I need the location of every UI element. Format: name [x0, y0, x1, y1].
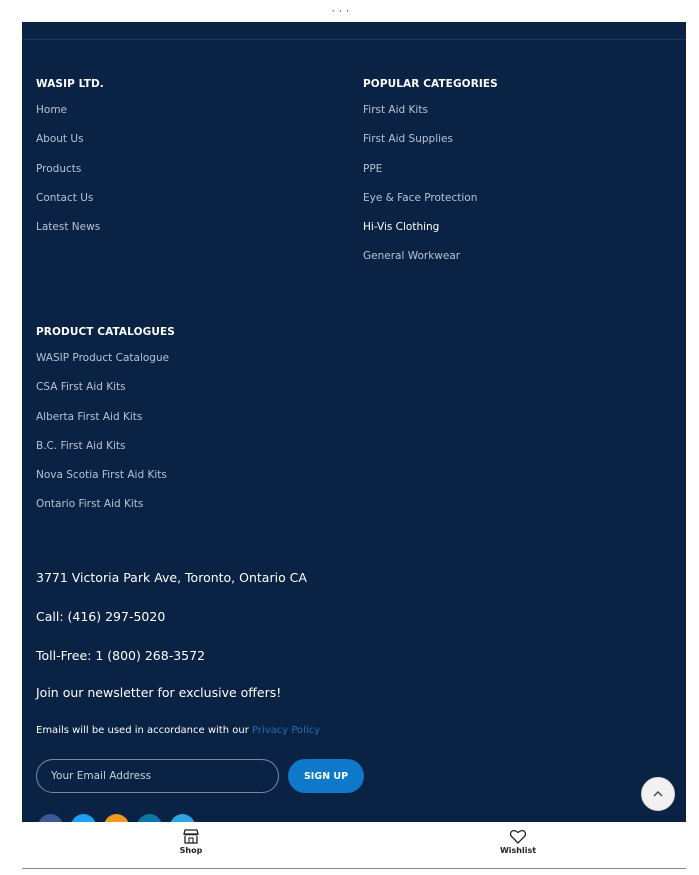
- newsletter-title: Join our newsletter for exclusive offers!: [36, 685, 282, 700]
- nav-shop[interactable]: [151, 828, 231, 855]
- chevron-up-icon: [651, 787, 665, 801]
- footer-link-home[interactable]: Home: [36, 104, 68, 116]
- catalogue-link-ontario[interactable]: Ontario First Aid Kits: [36, 498, 144, 511]
- linkedin-icon[interactable]: [137, 814, 162, 822]
- top-cropped-area: [0, 0, 699, 22]
- catalogues-column: [36, 326, 175, 527]
- company-heading: WASIP LTD.: [36, 78, 104, 90]
- facebook-icon[interactable]: [38, 814, 63, 822]
- address-text: 3771 Victoria Park Ave, Toronto, Ontario CA: [36, 570, 307, 585]
- footer-link-products[interactable]: Products: [36, 162, 82, 175]
- nav-shop-label: Shop: [179, 846, 203, 855]
- catalogue-link-wasip[interactable]: WASIP Product Catalogue: [36, 352, 170, 364]
- call-phone-link[interactable]: Call: (416) 297-5020: [36, 609, 166, 624]
- footer-link-latest-news[interactable]: Latest News: [36, 221, 101, 234]
- company-links-column: [36, 78, 104, 249]
- nav-wishlist-label: Wishlist: [499, 846, 537, 855]
- catalogue-link-csa[interactable]: CSA First Aid Kits: [36, 381, 126, 394]
- scroll-to-top-button[interactable]: [641, 777, 675, 811]
- telegram-icon[interactable]: [170, 814, 195, 822]
- category-link-hi-vis-clothing[interactable]: Hi-Vis Clothing: [363, 221, 440, 234]
- company-links: [36, 103, 104, 249]
- categories-heading: POPULAR CATEGORIES: [363, 78, 498, 90]
- newsletter-email-input[interactable]: [36, 759, 279, 793]
- newsletter-policy-note: [36, 725, 320, 736]
- category-link-first-aid-kits[interactable]: First Aid Kits: [363, 104, 428, 116]
- catalogue-link-nova-scotia[interactable]: Nova Scotia First Aid Kits: [36, 469, 167, 482]
- category-link-general-workwear[interactable]: General Workwear: [363, 250, 461, 263]
- catalogue-link-alberta[interactable]: Alberta First Aid Kits: [36, 410, 143, 423]
- mobile-bottom-nav: [22, 822, 686, 869]
- site-footer: [22, 22, 686, 822]
- policy-note-text: Emails will be used in accordance with our: [36, 725, 252, 736]
- footer-link-about-us[interactable]: About Us: [36, 133, 84, 146]
- category-link-ppe[interactable]: PPE: [363, 162, 383, 175]
- heart-icon: [509, 828, 527, 845]
- category-link-first-aid-supplies[interactable]: First Aid Supplies: [363, 133, 453, 146]
- privacy-policy-link[interactable]: Privacy Policy: [252, 725, 321, 736]
- cropped-text-fragment: , , ,: [332, 4, 350, 13]
- sign-up-button[interactable]: SIGN UP: [288, 759, 364, 793]
- nav-wishlist[interactable]: [478, 828, 558, 855]
- catalogue-links: [36, 351, 175, 527]
- email-placeholder: Your Email Address: [51, 770, 152, 782]
- footer-divider: [22, 39, 686, 40]
- storefront-icon: [182, 828, 200, 845]
- catalogue-link-bc[interactable]: B.C. First Aid Kits: [36, 439, 126, 452]
- catalogues-heading: PRODUCT CATALOGUES: [36, 326, 175, 338]
- rss-icon[interactable]: [104, 814, 129, 822]
- category-link-eye-face-protection[interactable]: Eye & Face Protection: [363, 191, 478, 204]
- toll-free-phone-link[interactable]: Toll-Free: 1 (800) 268-3572: [36, 648, 206, 663]
- category-links: [363, 103, 498, 279]
- categories-column: [363, 78, 498, 279]
- footer-link-contact-us[interactable]: Contact Us: [36, 191, 94, 204]
- twitter-icon[interactable]: [71, 814, 96, 822]
